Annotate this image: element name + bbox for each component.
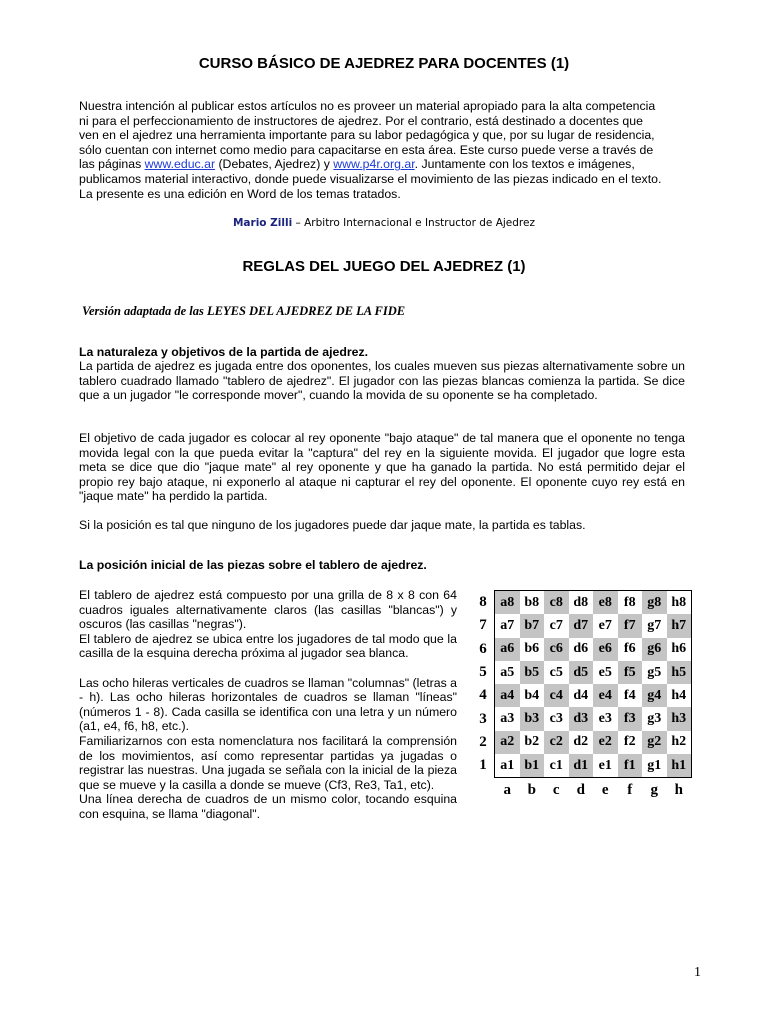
intro-paragraph (79, 99, 689, 201)
file-label-g: g (650, 782, 658, 798)
file-label-c: c (552, 782, 560, 798)
intro-line: La presente es una edición en Word de los temas tratados. (79, 186, 401, 201)
square-g4: g4 (642, 684, 667, 707)
intro-text: (Debates, Ajedrez) y (215, 157, 334, 172)
square-a3: a3 (495, 707, 520, 730)
square-a7: a7 (495, 614, 520, 637)
square-f4: f4 (618, 684, 643, 707)
square-d1: d1 (569, 754, 594, 777)
intro-line: sólo cuentan con internet como medio para capacitarse en esta área. Este curso puede verse a través de (79, 142, 654, 157)
rank-label-8: 8 (479, 594, 487, 610)
square-d2: d2 (569, 731, 594, 754)
square-e8: e8 (593, 591, 618, 614)
square-d5: d5 (569, 661, 594, 684)
link-p4r[interactable]: www.p4r.org.ar (333, 157, 415, 172)
rank-label-6: 6 (479, 640, 487, 657)
square-c1: c1 (544, 754, 569, 777)
chess-board (494, 590, 692, 778)
square-c6: c6 (544, 638, 569, 661)
file-label-a: a (503, 782, 511, 798)
board-paragraph: El tablero de ajedrez está compuesto por una grilla de 8 x 8 con 64 cuadros iguales alternativamente claros (las casillas "blancas") y oscuros (las casillas "negras"). (79, 588, 457, 632)
rank-label-7: 7 (479, 617, 487, 634)
square-h2: h2 (667, 731, 692, 754)
square-b2: b2 (520, 731, 545, 754)
intro-text: . Juntamente con los textos e imágenes, (414, 157, 635, 172)
link-educ[interactable]: www.educ.ar (144, 157, 216, 172)
file-label-d: d (576, 782, 585, 798)
square-a6: a6 (495, 638, 520, 661)
square-b5: b5 (520, 661, 545, 684)
square-f8: f8 (618, 591, 643, 614)
author-credit (0, 217, 768, 229)
square-d8: d8 (569, 591, 594, 614)
rank-label-1: 1 (479, 757, 487, 774)
square-b7: b7 (520, 614, 545, 637)
rank-label-5: 5 (479, 663, 487, 680)
file-label-e: e (601, 782, 609, 798)
file-label-f: f (627, 782, 633, 798)
square-c7: c7 (544, 614, 569, 637)
square-c4: c4 (544, 684, 569, 707)
board-paragraph: Las ocho hileras verticales de cuadros se llaman "columnas" (letras a - h). Las ocho hileras horizontales de cuadros se llaman "líneas" (números 1 - 8). Cada casilla se identifica con una letra y un número (a1, e4, f6, h8, etc.). (79, 675, 457, 734)
square-a5: a5 (495, 661, 520, 684)
square-a8: a8 (495, 591, 520, 614)
square-d4: d4 (569, 684, 594, 707)
rank-label-2: 2 (479, 733, 487, 750)
square-h6: h6 (667, 638, 692, 661)
square-f5: f5 (618, 661, 643, 684)
section1-paragraph: Si la posición es tal que ninguno de los jugadores puede dar jaque mate, la partida es tablas. (79, 518, 586, 532)
square-b3: b3 (520, 707, 545, 730)
square-e6: e6 (593, 638, 618, 661)
square-f7: f7 (618, 614, 643, 637)
square-g1: g1 (642, 754, 667, 777)
document-title: CURSO BÁSICO DE AJEDREZ PARA DOCENTES (1) (198, 55, 570, 72)
board-description (79, 588, 457, 822)
square-e4: e4 (593, 684, 618, 707)
square-f3: f3 (618, 707, 643, 730)
square-e5: e5 (593, 661, 618, 684)
square-g6: g6 (642, 638, 667, 661)
square-a4: a4 (495, 684, 520, 707)
square-g3: g3 (642, 707, 667, 730)
square-d6: d6 (569, 638, 594, 661)
square-h7: h7 (667, 614, 692, 637)
square-d3: d3 (569, 707, 594, 730)
file-label-h: h (674, 782, 683, 798)
intro-line: Nuestra intención al publicar estos artículos no es proveer un material apropiado para la alta competencia (79, 99, 656, 113)
file-label-b: b (527, 782, 536, 798)
square-f6: f6 (618, 638, 643, 661)
square-c5: c5 (544, 661, 569, 684)
square-b1: b1 (520, 754, 545, 777)
section-title: REGLAS DEL JUEGO DEL AJEDREZ (1) (242, 258, 526, 275)
square-h3: h3 (667, 707, 692, 730)
file-labels (495, 782, 691, 799)
square-a2: a2 (495, 731, 520, 754)
square-e1: e1 (593, 754, 618, 777)
intro-text: las páginas (79, 157, 145, 172)
author-role: – Arbitro Internacional e Instructor de Ajedrez (292, 217, 535, 229)
author-name: Mario Zilli (232, 217, 293, 229)
section1-heading: La naturaleza y objetivos de la partida de ajedrez. (79, 345, 369, 359)
section2-heading: La posición inicial de las piezas sobre el tablero de ajedrez. (79, 558, 427, 572)
square-g8: g8 (642, 591, 667, 614)
square-c3: c3 (544, 707, 569, 730)
board-paragraph: Una línea derecha de cuadros de un mismo color, tocando esquina con esquina, se llama "diagonal". (79, 792, 457, 821)
square-c8: c8 (544, 591, 569, 614)
square-b8: b8 (520, 591, 545, 614)
square-d7: d7 (569, 614, 594, 637)
square-b4: b4 (520, 684, 545, 707)
version-note: Versión adaptada de las LEYES DEL AJEDREZ DE LA FIDE (82, 304, 406, 318)
square-f1: f1 (618, 754, 643, 777)
square-f2: f2 (618, 731, 643, 754)
square-b6: b6 (520, 638, 545, 661)
square-c2: c2 (544, 731, 569, 754)
section1-paragraph: La partida de ajedrez es jugada entre dos oponentes, los cuales mueven sus piezas alternativamente sobre un tablero cuadrado llamado "tablero de ajedrez". El jugador con las piezas blancas comienza la partida. Se dice que a un jugador "le corresponde mover", cuando la movida de su oponente se ha completado. (79, 359, 685, 403)
page-number: 1 (694, 965, 701, 980)
square-a1: a1 (495, 754, 520, 777)
intro-line (79, 157, 689, 172)
rank-label-3: 3 (479, 710, 487, 727)
board-paragraph: El tablero de ajedrez se ubica entre los jugadores de tal modo que la casilla de la esquina derecha próxima al jugador sea blanca. (79, 631, 457, 661)
square-e7: e7 (593, 614, 618, 637)
rank-label-4: 4 (479, 687, 487, 704)
square-e2: e2 (593, 731, 618, 754)
square-h8: h8 (667, 591, 692, 614)
square-h4: h4 (667, 684, 692, 707)
intro-line: ni para el perfeccionamiento de instructores de ajedrez. Por el contrario, está destinado a docentes que (79, 113, 643, 128)
square-e3: e3 (593, 707, 618, 730)
square-g5: g5 (642, 661, 667, 684)
square-h1: h1 (667, 754, 692, 777)
section1-paragraph: El objetivo de cada jugador es colocar al rey oponente "bajo ataque" de tal manera que el oponente no tenga movida legal con la que pueda evitar la "captura" del rey en la siguiente movida. El jugador que logre esta meta se dice que dio "jaque mate" al rey oponente y que ha ganado la partida. No está permitido dejar el propio rey bajo ataque, ni exponerlo al ataque ni capturar el rey del oponente. El oponente cuyo rey está en "jaque mate" ha perdido la partida. (79, 431, 685, 504)
square-h5: h5 (667, 661, 692, 684)
square-g2: g2 (642, 731, 667, 754)
intro-line: ven en el ajedrez una herramienta importante para su labor pedagógica y que, por su lugar de residencia, (79, 128, 655, 143)
intro-line: publicamos material interactivo, donde puede visualizarse el movimiento de las piezas indicado en el texto. (79, 171, 662, 186)
square-g7: g7 (642, 614, 667, 637)
board-paragraph: Familiarizarnos con esta nomenclatura nos facilitará la comprensión de los movimientos, así como representar partidas ya jugadas o registrar las nuestras. Una jugada se señala con la inicial de la pieza que se mueve y la casilla a donde se mueve (Cf3, Re3, Ta1, etc). (79, 733, 457, 792)
